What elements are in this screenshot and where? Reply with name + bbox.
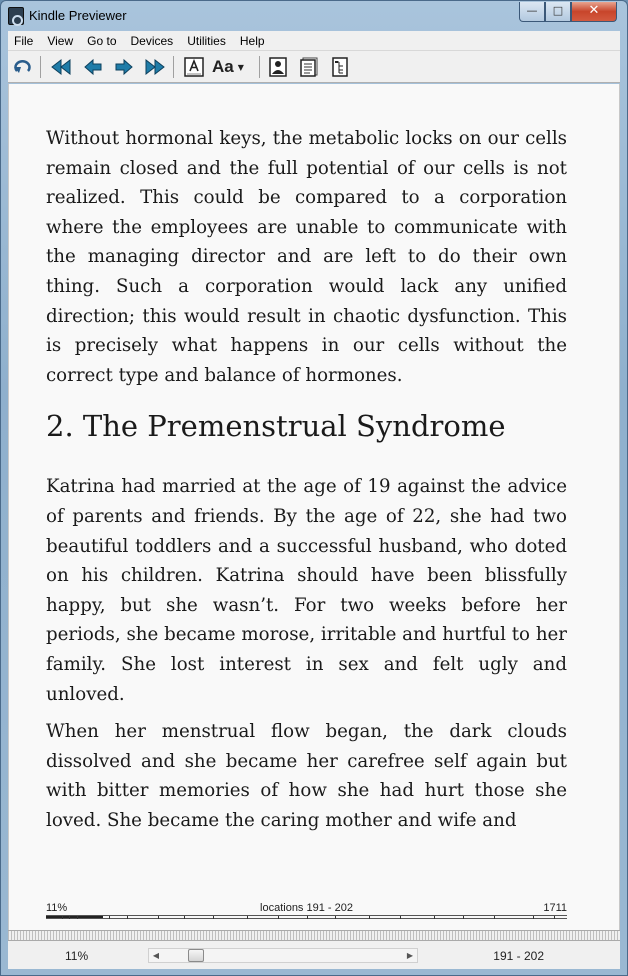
status-location-range: 191 - 202 — [493, 949, 544, 963]
paragraph: Without hormonal keys, the metabolic locks on our cells remain closed and the full potential of our cells is not realized. This could be compared to a corporation where the employees are unable to communicate with the managing director and are left to do their own thing. Such a corporation would lack any unified direction; this would result in chaotic dysfunction. This is precisely what happens in our cells without the correct type and balance of hormones. — [46, 128, 567, 386]
status-percent: 11% — [65, 949, 89, 963]
paragraph: When her menstrual flow began, the dark clouds dissolved and she became her carefree self again but with bitter memories of how she had hurt those she loved. She became the caring mother and wife and — [46, 721, 567, 831]
table-of-contents-button[interactable] — [298, 56, 320, 78]
scroll-thumb[interactable] — [188, 949, 204, 962]
first-page-icon — [50, 58, 72, 76]
progress-fill — [46, 916, 103, 918]
chapter-tick — [369, 916, 370, 919]
chapter-tick — [62, 916, 63, 919]
next-page-icon — [114, 58, 134, 76]
previous-page-icon — [83, 58, 103, 76]
chapter-tick — [127, 916, 128, 919]
menu-help[interactable]: Help — [239, 33, 265, 48]
chapter-tick — [463, 916, 464, 919]
close-button[interactable] — [571, 2, 617, 22]
reading-progress — [46, 902, 567, 918]
window-title: Kindle Previewer — [29, 8, 127, 23]
book-page[interactable] — [8, 84, 620, 930]
cover-icon — [269, 57, 287, 77]
next-page-button[interactable] — [113, 56, 135, 78]
toc-icon — [300, 57, 318, 77]
chapter-heading: 2. The Premenstrual Syndrome — [46, 409, 506, 444]
chapter-tick — [77, 916, 78, 919]
ncx-icon — [331, 57, 349, 77]
chapter-tick — [69, 916, 70, 919]
previous-page-button[interactable] — [82, 56, 104, 78]
chapter-tick — [158, 916, 159, 919]
scroll-right-icon[interactable]: ▶ — [406, 951, 414, 960]
menu-utilities[interactable]: Utilities — [187, 33, 226, 48]
cover-button[interactable] — [267, 56, 289, 78]
title-bar[interactable] — [1, 1, 627, 31]
last-page-icon — [144, 58, 166, 76]
last-page-button[interactable] — [144, 56, 166, 78]
chapter-tick — [184, 916, 185, 919]
toolbar-separator — [173, 56, 174, 78]
minimize-button[interactable] — [519, 2, 545, 22]
chapter-tick — [554, 916, 555, 919]
chapter-tick — [533, 916, 534, 919]
progress-percent: 11% — [46, 902, 68, 914]
maximize-icon: □ — [552, 4, 564, 17]
menu-go-to[interactable]: Go to — [87, 33, 117, 48]
maximize-button[interactable] — [545, 2, 571, 22]
position-scrollbar[interactable] — [148, 948, 418, 963]
chapter-tick — [434, 916, 435, 919]
toolbar — [8, 51, 620, 83]
splitter-gripper[interactable] — [8, 930, 620, 941]
chapter-tick — [494, 916, 495, 919]
close-icon: ✕ — [588, 3, 600, 18]
progress-track — [46, 915, 567, 919]
first-page-button[interactable] — [50, 56, 72, 78]
status-bar — [8, 941, 620, 969]
ncx-view-button[interactable] — [329, 56, 351, 78]
back-button[interactable] — [12, 56, 34, 78]
menu-devices[interactable]: Devices — [130, 33, 174, 48]
scroll-left-icon[interactable]: ◀ — [152, 951, 160, 960]
paragraph: Katrina had married at the age of 19 against the advice of parents and friends. By the age of 22, she had two beautiful toddlers and a successful husband, who doted on his children. Katrina should have been blissfully happy, but she wasn’t. For two weeks before her periods, she became morose, irritable and hurtful to her family. She lost interest in sex and felt ugly and unloved. — [46, 476, 567, 705]
progress-locations: locations 191 - 202 — [260, 902, 353, 914]
back-icon — [13, 58, 33, 76]
menu-bar — [8, 31, 620, 51]
kindle-previewer-app-icon[interactable] — [8, 7, 24, 25]
chevron-down-icon: ▼ — [237, 62, 244, 72]
font-settings-icon — [184, 57, 204, 77]
chapter-tick — [307, 916, 308, 919]
chapter-tick — [213, 916, 214, 919]
menu-view[interactable]: View — [47, 33, 74, 48]
menu-file[interactable]: File — [14, 33, 34, 48]
text-size-button[interactable] — [212, 56, 254, 78]
text-size-label: Aa — [212, 57, 234, 76]
progress-total: 1711 — [543, 902, 567, 914]
toolbar-separator — [259, 56, 260, 78]
toolbar-separator — [40, 56, 41, 78]
minimize-icon: — — [526, 4, 538, 17]
font-settings-button[interactable] — [183, 56, 205, 78]
chapter-tick — [335, 916, 336, 919]
chapter-tick — [278, 916, 279, 919]
chapter-tick — [109, 916, 110, 919]
chapter-tick — [247, 916, 248, 919]
chapter-tick — [400, 916, 401, 919]
book-text — [46, 124, 567, 835]
